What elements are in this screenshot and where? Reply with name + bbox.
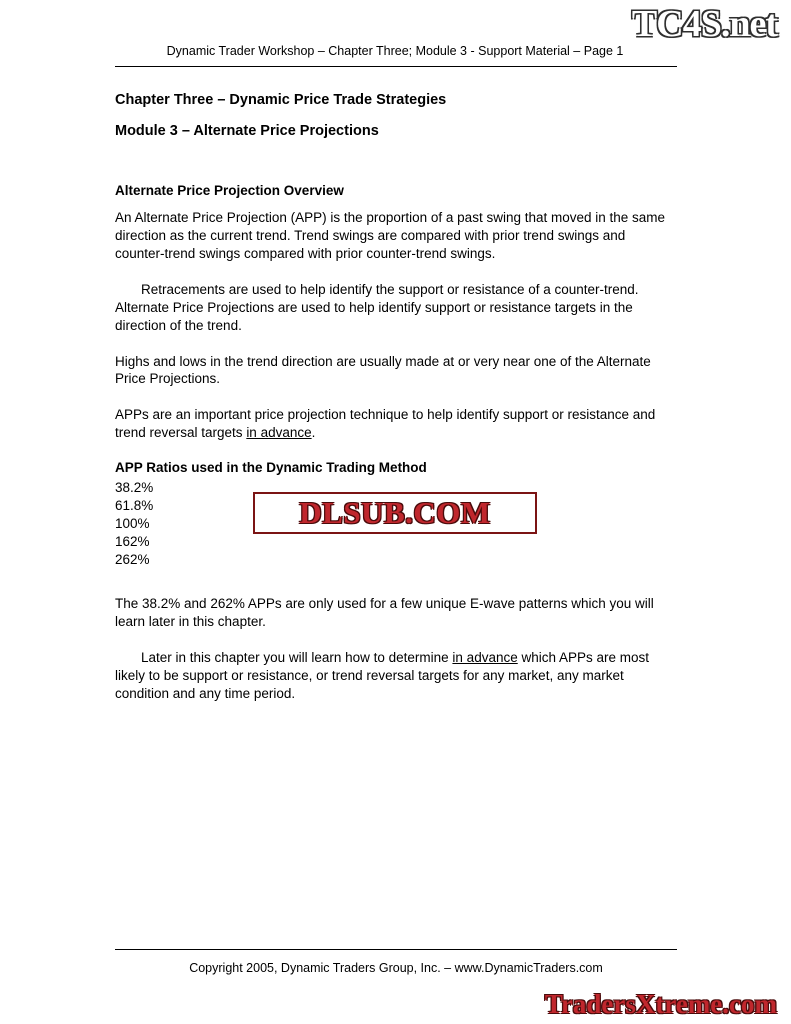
list-item: 100% xyxy=(115,516,150,532)
paragraph-app-importance xyxy=(115,406,677,442)
footer-divider xyxy=(115,949,677,950)
paragraph-retracements: Retracements are used to help identify the support or resistance of a counter-trend. Alternate Price Projections are used to help identify support or resistance targets in the direction of the trend. xyxy=(115,281,639,333)
paragraph-later-chapter-pre: Later in this chapter you will learn how to determine xyxy=(141,649,453,665)
paragraph-highs-lows: Highs and lows in the trend direction are usually made at or very near one of the Alternate Price Projections. xyxy=(115,353,651,387)
page-subtitle: Module 3 – Alternate Price Projections xyxy=(115,123,379,140)
paragraph-app-importance-pre: APPs are an important price projection technique to help identify support or resistance and trend reversal targets xyxy=(115,407,656,441)
footer-copyright: Copyright 2005, Dynamic Traders Group, Inc. – www.DynamicTraders.com xyxy=(189,961,603,975)
section-heading-ratios: APP Ratios used in the Dynamic Trading Method xyxy=(115,460,427,476)
list-item: 61.8% xyxy=(115,498,154,514)
paragraph-later-chapter-post: which APPs are most likely to be support or resistance, or trend reversal targets for any market, any market condition and any time period. xyxy=(115,649,650,701)
paragraph-later-chapter-emphasis: in advance xyxy=(452,649,518,665)
dlsub-watermark-text: DLSUB.COM xyxy=(299,495,491,530)
paragraph-ewave-note: The 38.2% and 262% APPs are only used for a few unique E-wave patterns which you will learn later in this chapter. xyxy=(115,596,654,630)
paragraph-app-importance-post: . xyxy=(311,425,316,441)
tc4s-watermark: TC4S.net xyxy=(631,3,777,45)
list-item: 262% xyxy=(115,552,150,568)
tradersxtreme-watermark: TradersXtreme.com xyxy=(544,989,777,1019)
paragraph-later-chapter xyxy=(115,649,677,703)
list-item: 162% xyxy=(115,534,150,550)
section-heading-overview: Alternate Price Projection Overview xyxy=(115,182,344,198)
document-body xyxy=(115,92,677,721)
running-head: Dynamic Trader Workshop – Chapter Three; Module 3 - Support Material – Page 1 xyxy=(166,44,624,58)
page-title: Chapter Three – Dynamic Price Trade Strategies xyxy=(115,92,447,108)
list-item: 38.2% xyxy=(115,480,154,496)
paragraph-app-definition: An Alternate Price Projection (APP) is the proportion of a past swing that moved in the same direction as the current trend. Trend swings are compared with prior trend swings and counter-trend swings compared with prior counter-trend swings. xyxy=(115,209,666,261)
header-divider xyxy=(115,66,677,67)
dlsub-watermark xyxy=(253,492,537,534)
paragraph-app-importance-emphasis: in advance xyxy=(246,425,312,441)
